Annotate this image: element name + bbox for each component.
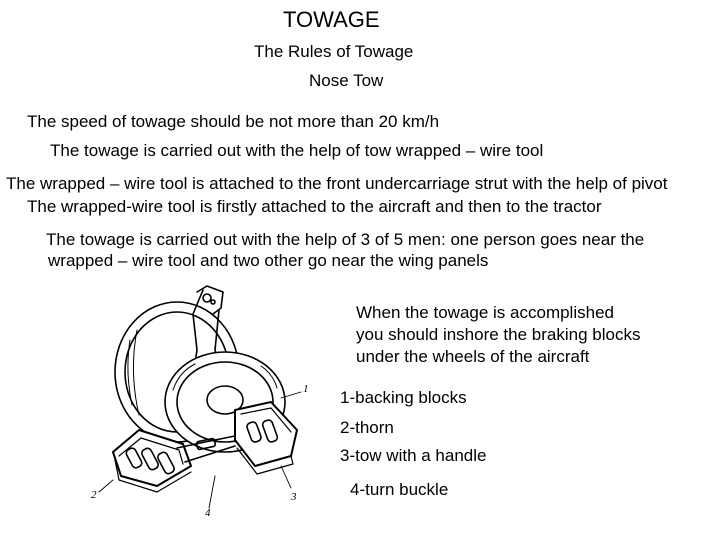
rule-crew-line-1: The towage is carried out with the help of 3 of 5 men: one person goes near the (46, 230, 645, 249)
rule-attach-order: The wrapped-wire tool is firstly attached to the aircraft and then to the tractor (27, 197, 602, 216)
legend-backing-blocks: 1-backing blocks (340, 388, 467, 407)
legend-tow-handle: 3-tow with a handle (340, 446, 487, 465)
backing-block-left (113, 430, 191, 492)
section-heading: Nose Tow (309, 71, 384, 90)
page-title: TOWAGE (283, 7, 380, 32)
callout-3: 3 (291, 491, 297, 503)
legend-turn-buckle: 4-turn buckle (350, 480, 449, 499)
legend-thorn: 2-thorn (340, 418, 394, 437)
rule-attachment: The wrapped – wire tool is attached to the front undercarriage strut with the help of pivot (6, 174, 668, 193)
callout-1: 1 (303, 383, 309, 395)
callout-2: 2 (91, 489, 97, 501)
rule-speed: The speed of towage should be not more than 20 km/h (27, 112, 440, 131)
backing-block-right (235, 402, 297, 474)
note-line-2: you should inshore the braking blocks (356, 325, 641, 344)
rule-crew-line-2: wrapped – wire tool and two other go near the wing panels (48, 251, 489, 270)
page-subtitle: The Rules of Towage (254, 42, 414, 61)
note-line-3: under the wheels of the aircraft (356, 347, 590, 366)
note-line-1: When the towage is accomplished (356, 303, 614, 322)
callout-4: 4 (205, 507, 211, 519)
rule-tow-tool: The towage is carried out with the help of tow wrapped – wire tool (50, 141, 544, 160)
wheel-chock-drawing (85, 280, 335, 520)
